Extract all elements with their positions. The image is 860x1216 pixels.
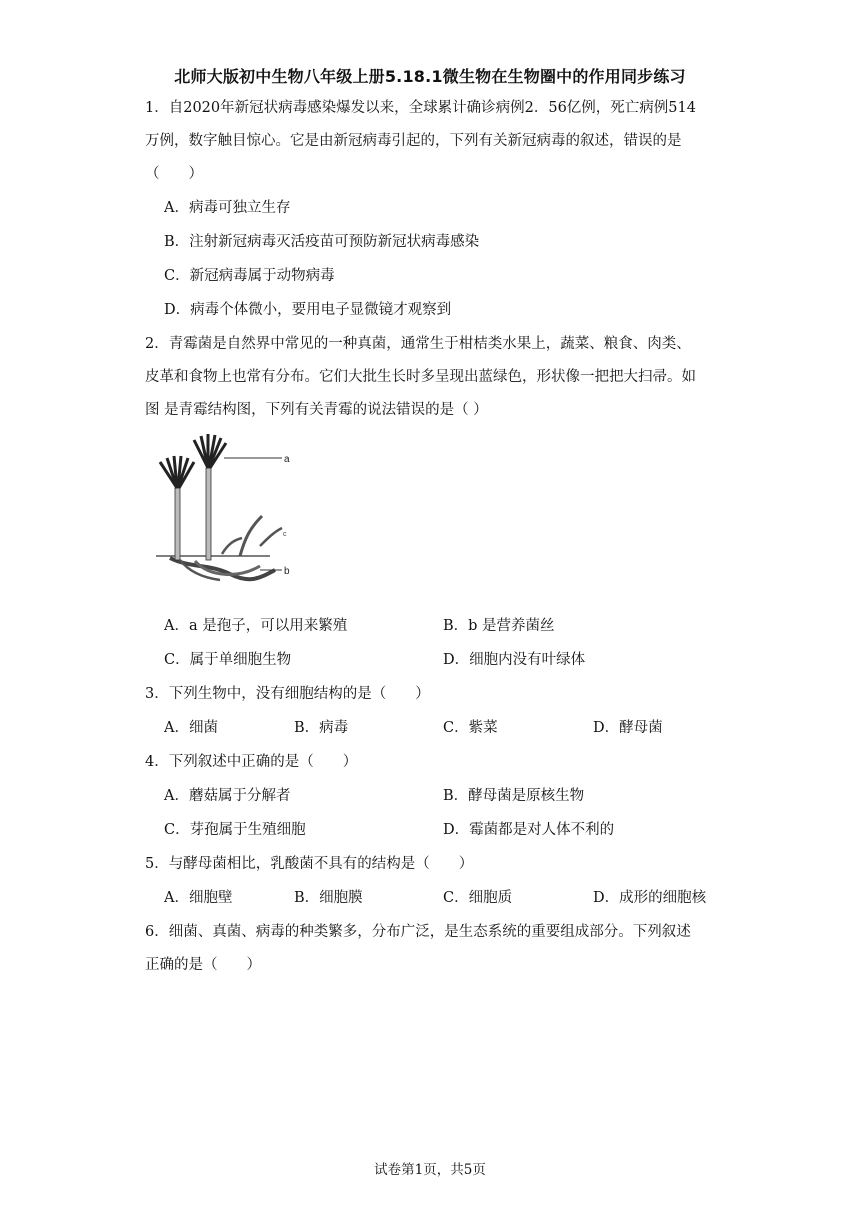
- q1-stem-line-3: （ ）: [145, 166, 203, 182]
- q5-option-b: B．细胞膜: [294, 890, 363, 906]
- q1-option-a: A．病毒可独立生存: [164, 200, 291, 216]
- q3-option-c: C．紫菜: [443, 720, 498, 736]
- vegetative-hypha: [170, 558, 275, 579]
- penicillium-structure-figure: [150, 428, 300, 588]
- q2-option-c: C．属于单细胞生物: [164, 652, 292, 668]
- q2-stem-line-2: 皮革和食物上也常有分布。它们大批生长时多呈现出蓝绿色，形状像一把把大扫帚。如: [145, 369, 696, 385]
- label-a: a: [284, 454, 290, 465]
- q2-option-d: D．细胞内没有叶绿体: [443, 652, 586, 668]
- aerial-hypha-small: [240, 516, 262, 556]
- q5-stem: 5．与酵母菌相比，乳酸菌不具有的结构是（ ）: [145, 856, 474, 872]
- q5-option-c: C．细胞质: [443, 890, 513, 906]
- q2-stem-line-3: 图 是青霉结构图，下列有关青霉的说法错误的是（ ）: [145, 402, 488, 418]
- q2-stem-line-1: 2．青霉菌是自然界中常见的一种真菌，通常生于柑桔类水果上，蔬菜、粮食、肉类、: [145, 336, 691, 352]
- q1-stem-line-2: 万例，数字触目惊心。它是由新冠病毒引起的，下列有关新冠病毒的叙述，错误的是: [145, 133, 682, 149]
- spore-brush-left: [160, 456, 194, 488]
- q3-option-d: D．酵母菌: [593, 720, 663, 736]
- page-footer: 试卷第1页，共5页: [374, 1162, 486, 1178]
- aerial-hypha-left: [175, 488, 180, 560]
- aerial-hypha-small-2: [260, 528, 282, 546]
- page-title: 北师大版初中生物八年级上册5.18.1微生物在生物圈中的作用同步练习: [174, 67, 686, 86]
- q4-option-d: D．霉菌都是对人体不利的: [443, 822, 615, 838]
- q1-option-b: B．注射新冠病毒灭活疫苗可预防新冠状病毒感染: [164, 234, 480, 250]
- spore-brush-right: [194, 434, 226, 468]
- q2-option-a: A．a 是孢子，可以用来繁殖: [164, 618, 348, 634]
- label-b: b: [284, 566, 290, 577]
- label-c: c: [283, 531, 287, 538]
- q3-stem: 3．下列生物中，没有细胞结构的是（ ）: [145, 686, 430, 702]
- q5-option-a: A．细胞壁: [164, 890, 233, 906]
- aerial-hypha-small-3: [222, 538, 242, 554]
- q1-option-d: D．病毒个体微小，要用电子显微镜才观察到: [164, 302, 452, 318]
- q6-stem-line-2: 正确的是（ ）: [145, 957, 261, 973]
- q2-option-b: B．b 是营养菌丝: [443, 618, 555, 634]
- q6-stem-line-1: 6．细菌、真菌、病毒的种类繁多，分布广泛，是生态系统的重要组成部分。下列叙述: [145, 924, 691, 940]
- q3-option-a: A．细菌: [164, 720, 218, 736]
- q1-option-c: C．新冠病毒属于动物病毒: [164, 268, 335, 284]
- q5-option-d: D．成形的细胞核: [593, 890, 707, 906]
- q4-option-c: C．芽孢属于生殖细胞: [164, 822, 306, 838]
- q4-option-b: B．酵母菌是原核生物: [443, 788, 585, 804]
- q3-option-b: B．病毒: [294, 720, 349, 736]
- aerial-hypha-right: [206, 468, 211, 560]
- q4-option-a: A．蘑菇属于分解者: [164, 788, 291, 804]
- q4-stem: 4．下列叙述中正确的是（ ）: [145, 754, 358, 770]
- q1-stem-line-1: 1．自2020年新冠状病毒感染爆发以来，全球累计确诊病例2．56亿例，死亡病例514: [145, 100, 696, 116]
